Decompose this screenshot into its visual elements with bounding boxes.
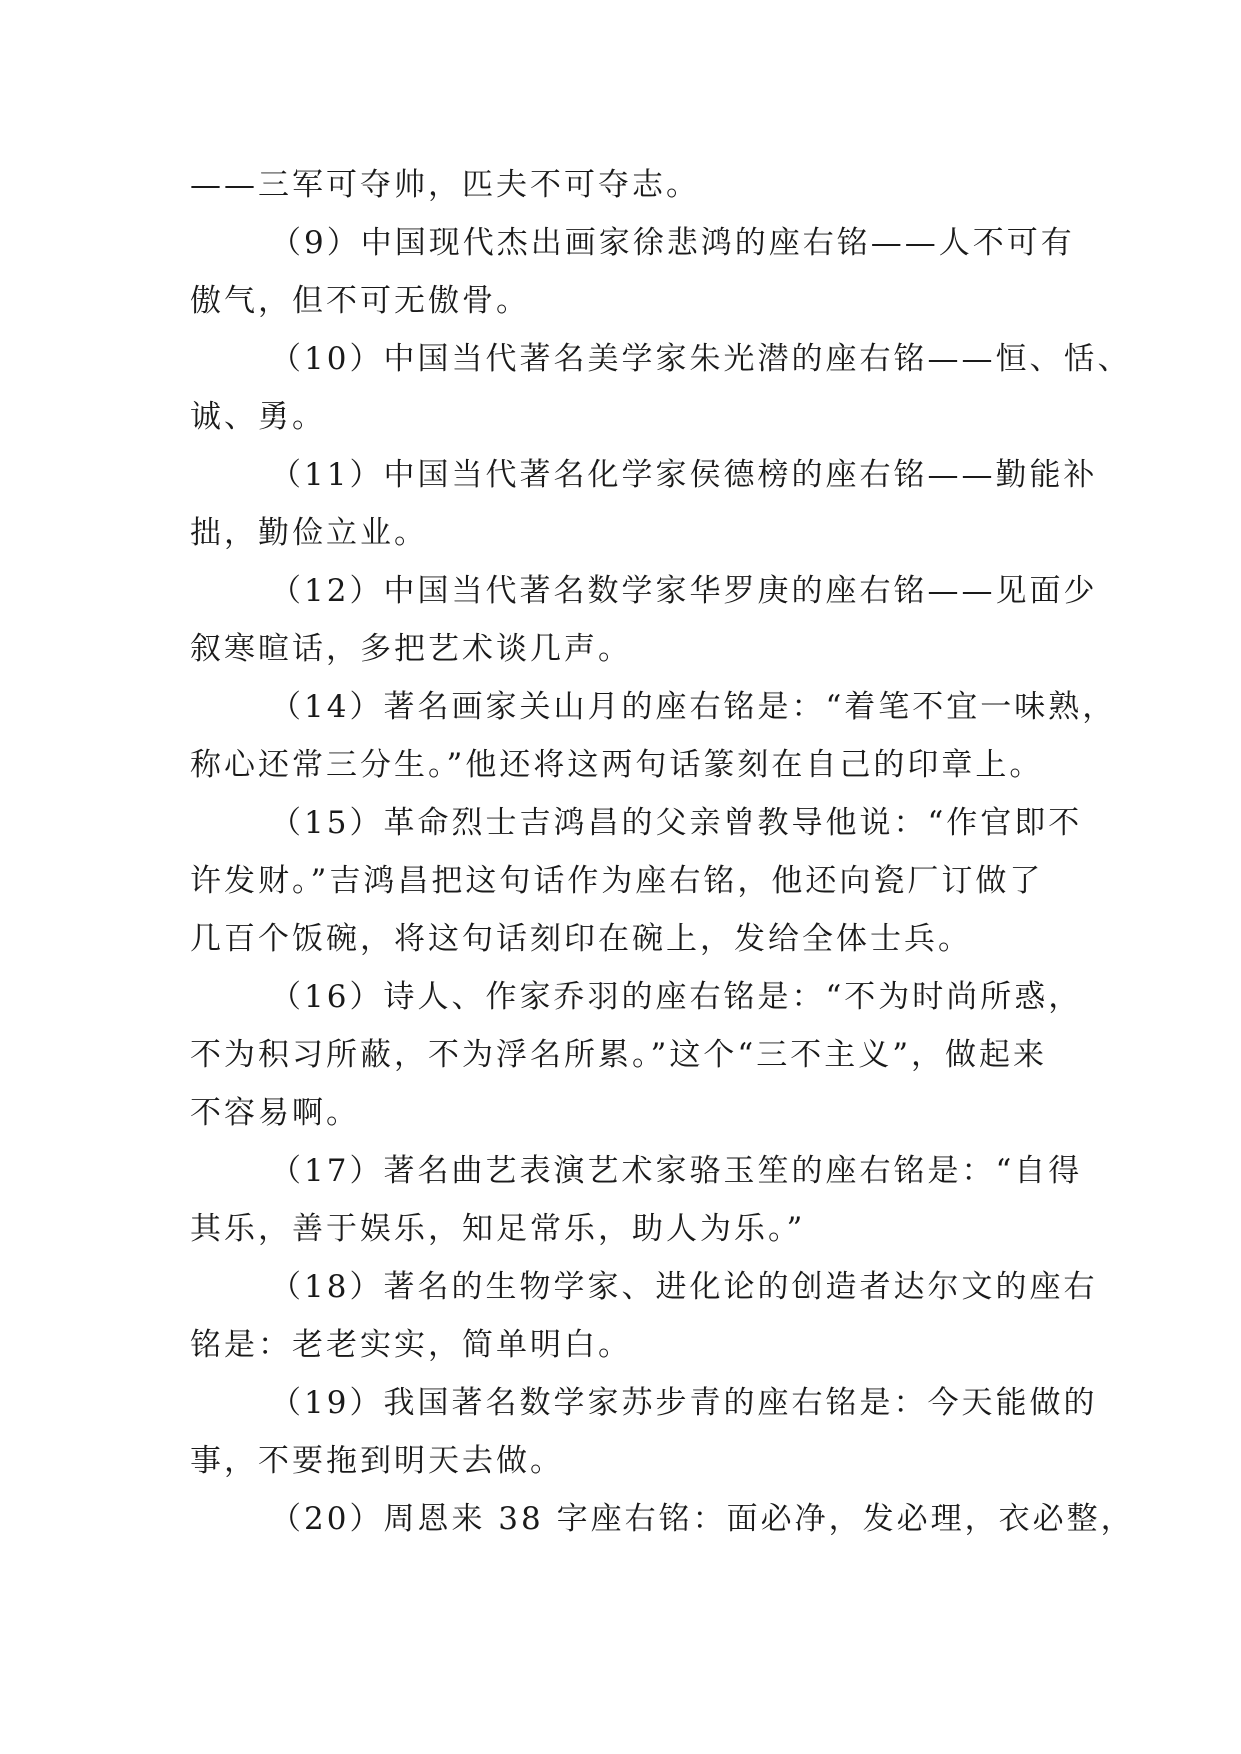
text-line: （10）中国当代著名美学家朱光潜的座右铭——恒、恬、 xyxy=(270,341,1132,377)
text-line: （18）著名的生物学家、进化论的创造者达尔文的座右 xyxy=(270,1269,1098,1305)
text-line: （12）中国当代著名数学家华罗庚的座右铭——见面少 xyxy=(270,573,1098,609)
text-line: （17）著名曲艺表演艺术家骆玉笙的座右铭是：“自得 xyxy=(270,1153,1083,1189)
text-line: 铭是：老老实实，简单明白。 xyxy=(190,1327,632,1363)
text-line: （19）我国著名数学家苏步青的座右铭是：今天能做的 xyxy=(270,1385,1098,1421)
text-line: （20）周恩来 38 字座右铭：面必净，发必理，衣必整， xyxy=(270,1501,1135,1537)
text-line: 几百个饭碗，将这句话刻印在碗上，发给全体士兵。 xyxy=(190,921,972,957)
text-line: （14）著名画家关山月的座右铭是：“着笔不宜一味熟， xyxy=(270,689,1117,725)
text-line: 事，不要拖到明天去做。 xyxy=(190,1443,564,1479)
text-line: 称心还常三分生。”他还将这两句话篆刻在自己的印章上。 xyxy=(190,747,1044,783)
text-line: （11）中国当代著名化学家侯德榜的座右铭——勤能补 xyxy=(270,457,1098,493)
text-line: 拙，勤俭立业。 xyxy=(190,515,428,551)
text-line: （16）诗人、作家乔羽的座右铭是：“不为时尚所惑， xyxy=(270,979,1083,1015)
text-line: 不为积习所蔽，不为浮名所累。”这个“三不主义”，做起来 xyxy=(190,1037,1048,1073)
text-line: 叙寒暄话，多把艺术谈几声。 xyxy=(190,631,632,667)
text-line: 许发财。”吉鸿昌把这句话作为座右铭，他还向瓷厂订做了 xyxy=(190,863,1044,899)
text-line: 傲气，但不可无傲骨。 xyxy=(190,283,530,319)
text-line: 其乐，善于娱乐，知足常乐，助人为乐。” xyxy=(190,1211,806,1247)
text-line: ——三军可夺帅，匹夫不可夺志。 xyxy=(190,167,700,203)
text-line: 诚、勇。 xyxy=(190,399,326,435)
text-line: 不容易啊。 xyxy=(190,1095,360,1131)
body-text xyxy=(190,156,1135,1548)
text-line: （15）革命烈士吉鸿昌的父亲曾教导他说：“作官即不 xyxy=(270,805,1083,841)
text-line: （9）中国现代杰出画家徐悲鸿的座右铭——人不可有 xyxy=(270,225,1075,261)
